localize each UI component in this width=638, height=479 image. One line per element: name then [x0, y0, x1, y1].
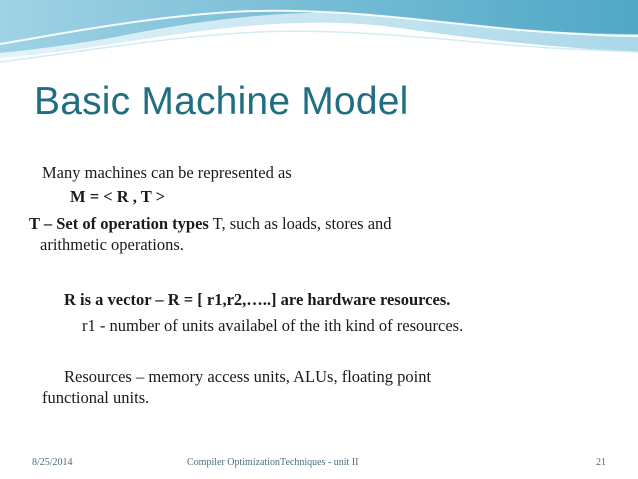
footer-date: 8/25/2014: [32, 457, 73, 468]
t-definition-label: T – Set of operation types: [29, 214, 209, 233]
footer-course: Compiler OptimizationTechniques - unit II: [187, 457, 359, 468]
resources-line-1: Resources – memory access units, ALUs, floating point: [64, 367, 432, 386]
header-wave-decoration: [0, 0, 638, 75]
intro-text: Many machines can be represented as: [42, 163, 292, 182]
footer-page-number: 21: [596, 457, 606, 468]
t-definition-line: [29, 214, 392, 234]
r-vector-definition: R is a vector – R = [ r1,r2,…..] are hardware resources.: [64, 290, 451, 309]
r1-definition: r1 - number of units availabel of the ith kind of resources.: [82, 316, 464, 335]
resources-line-2: functional units.: [42, 388, 150, 407]
t-definition-rest: T, such as loads, stores and: [208, 214, 392, 233]
slide-title: Basic Machine Model: [34, 80, 409, 123]
t-definition-continuation: arithmetic operations.: [40, 235, 184, 254]
formula-text: M = < R , T >: [70, 187, 165, 206]
